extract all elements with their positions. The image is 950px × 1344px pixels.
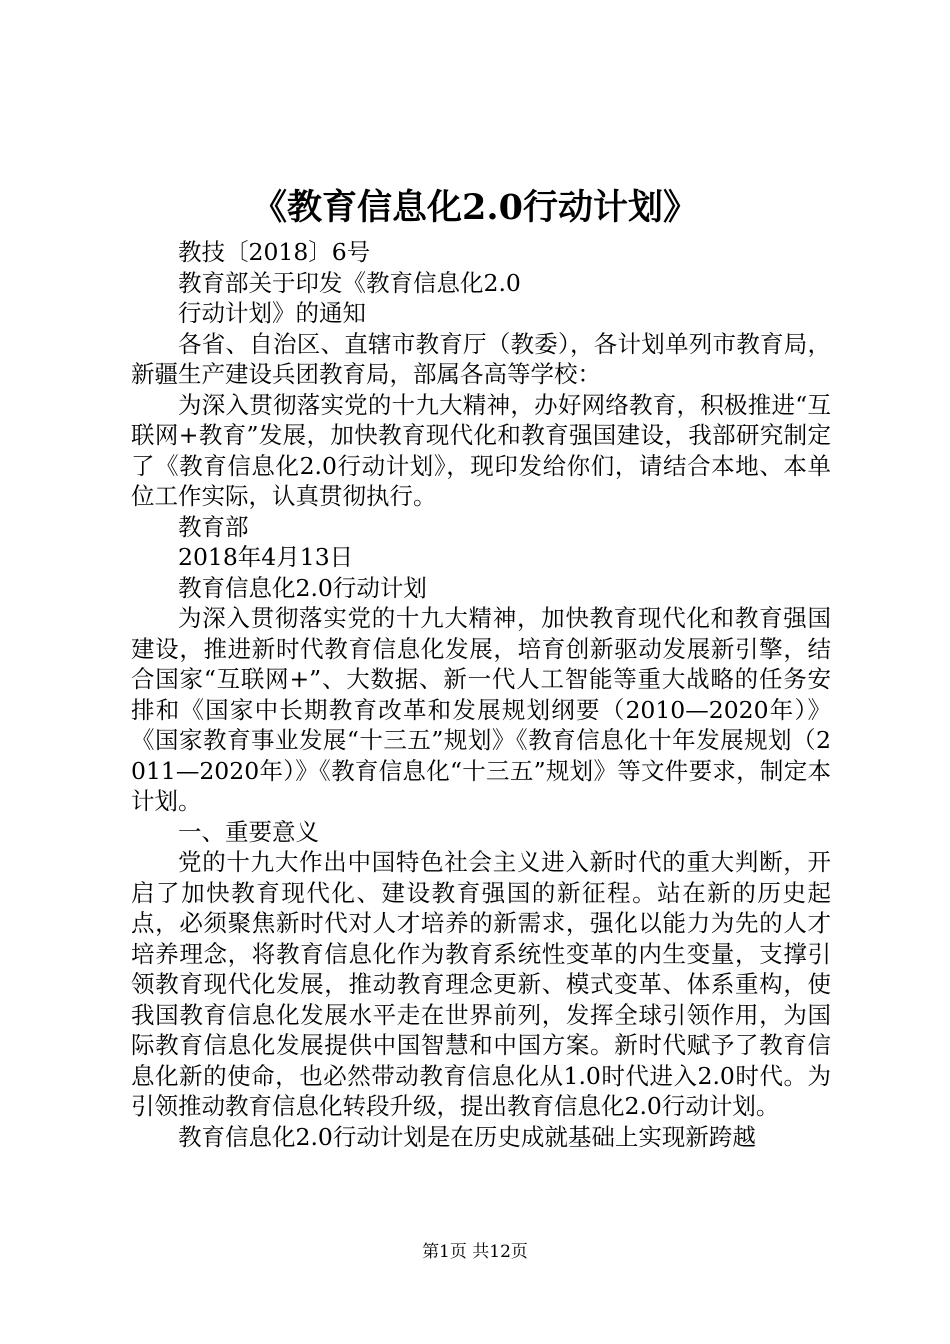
notice-title-line-1: 教育部关于印发《教育信息化2.0 [178, 268, 521, 297]
significance-paragraph: 党的十九大作出中国特色社会主义进入新时代的重大判断，开启了加快教育现代化、建设教育强国的新征程。站在新的历史起点，必须聚焦新时代对人才培养的新需求，强化以能力为先的人才培养理念，将教育信息化作为教育系统性变革的内生变量，支撑引领教育现代化发展，推动教育理念更新、模式变革、体系重构，使我国教育信息化发展水平走在世界前列，发挥全球引领作用，为国际教育信息化发展提供中国智慧和中国方案。新时代赋予了教育信息化新的使命，也必然带动教育信息化从1.0时代进入2.0时代。为引领推动教育信息化转段升级，提出教育信息化2.0行动计划。 [131, 848, 831, 1120]
issuer-signature: 教育部 [178, 512, 249, 541]
page-footer: 第1页 共12页 [422, 1242, 528, 1262]
section-heading-significance: 一、重要意义 [178, 817, 319, 846]
addressee-paragraph: 各省、自治区、直辖市教育厅（教委），各计划单列市教育局，新疆生产建设兵团教育局，部属各高等学校： [131, 329, 831, 388]
document-title: 《教育信息化2.0行动计划》 [252, 187, 698, 228]
continuation-paragraph: 教育信息化2.0行动计划是在历史成就基础上实现新跨越 [178, 1122, 756, 1151]
issue-date: 2018年4月13日 [178, 543, 354, 571]
plan-intro-paragraph: 为深入贯彻落实党的十九大精神，加快教育现代化和教育强国建设，推进新时代教育信息化发展，培育创新驱动发展新引擎，结合国家“互联网+”、大数据、新一代人工智能等重大战略的任务安排和《国家中长期教育改革和发展规划纲要（2010—2020年）》《国家教育事业发展“十三五”规划》《教育信息化十年发展规划（2011—2020年）》《教育信息化“十三五”规划》等文件要求，制定本计划。 [131, 604, 831, 815]
notice-body-paragraph: 为深入贯彻落实党的十九大精神，办好网络教育，积极推进“互联网+教育”发展，加快教育现代化和教育强国建设，我部研究制定了《教育信息化2.0行动计划》，现印发给你们，请结合本地、本单位工作实际，认真贯彻执行。 [131, 390, 831, 510]
document-number: 教技〔2018〕6号 [178, 238, 371, 266]
plan-heading: 教育信息化2.0行动计划 [178, 573, 427, 602]
notice-title-line-2: 行动计划》的通知 [178, 299, 366, 327]
document-body [131, 237, 831, 1152]
